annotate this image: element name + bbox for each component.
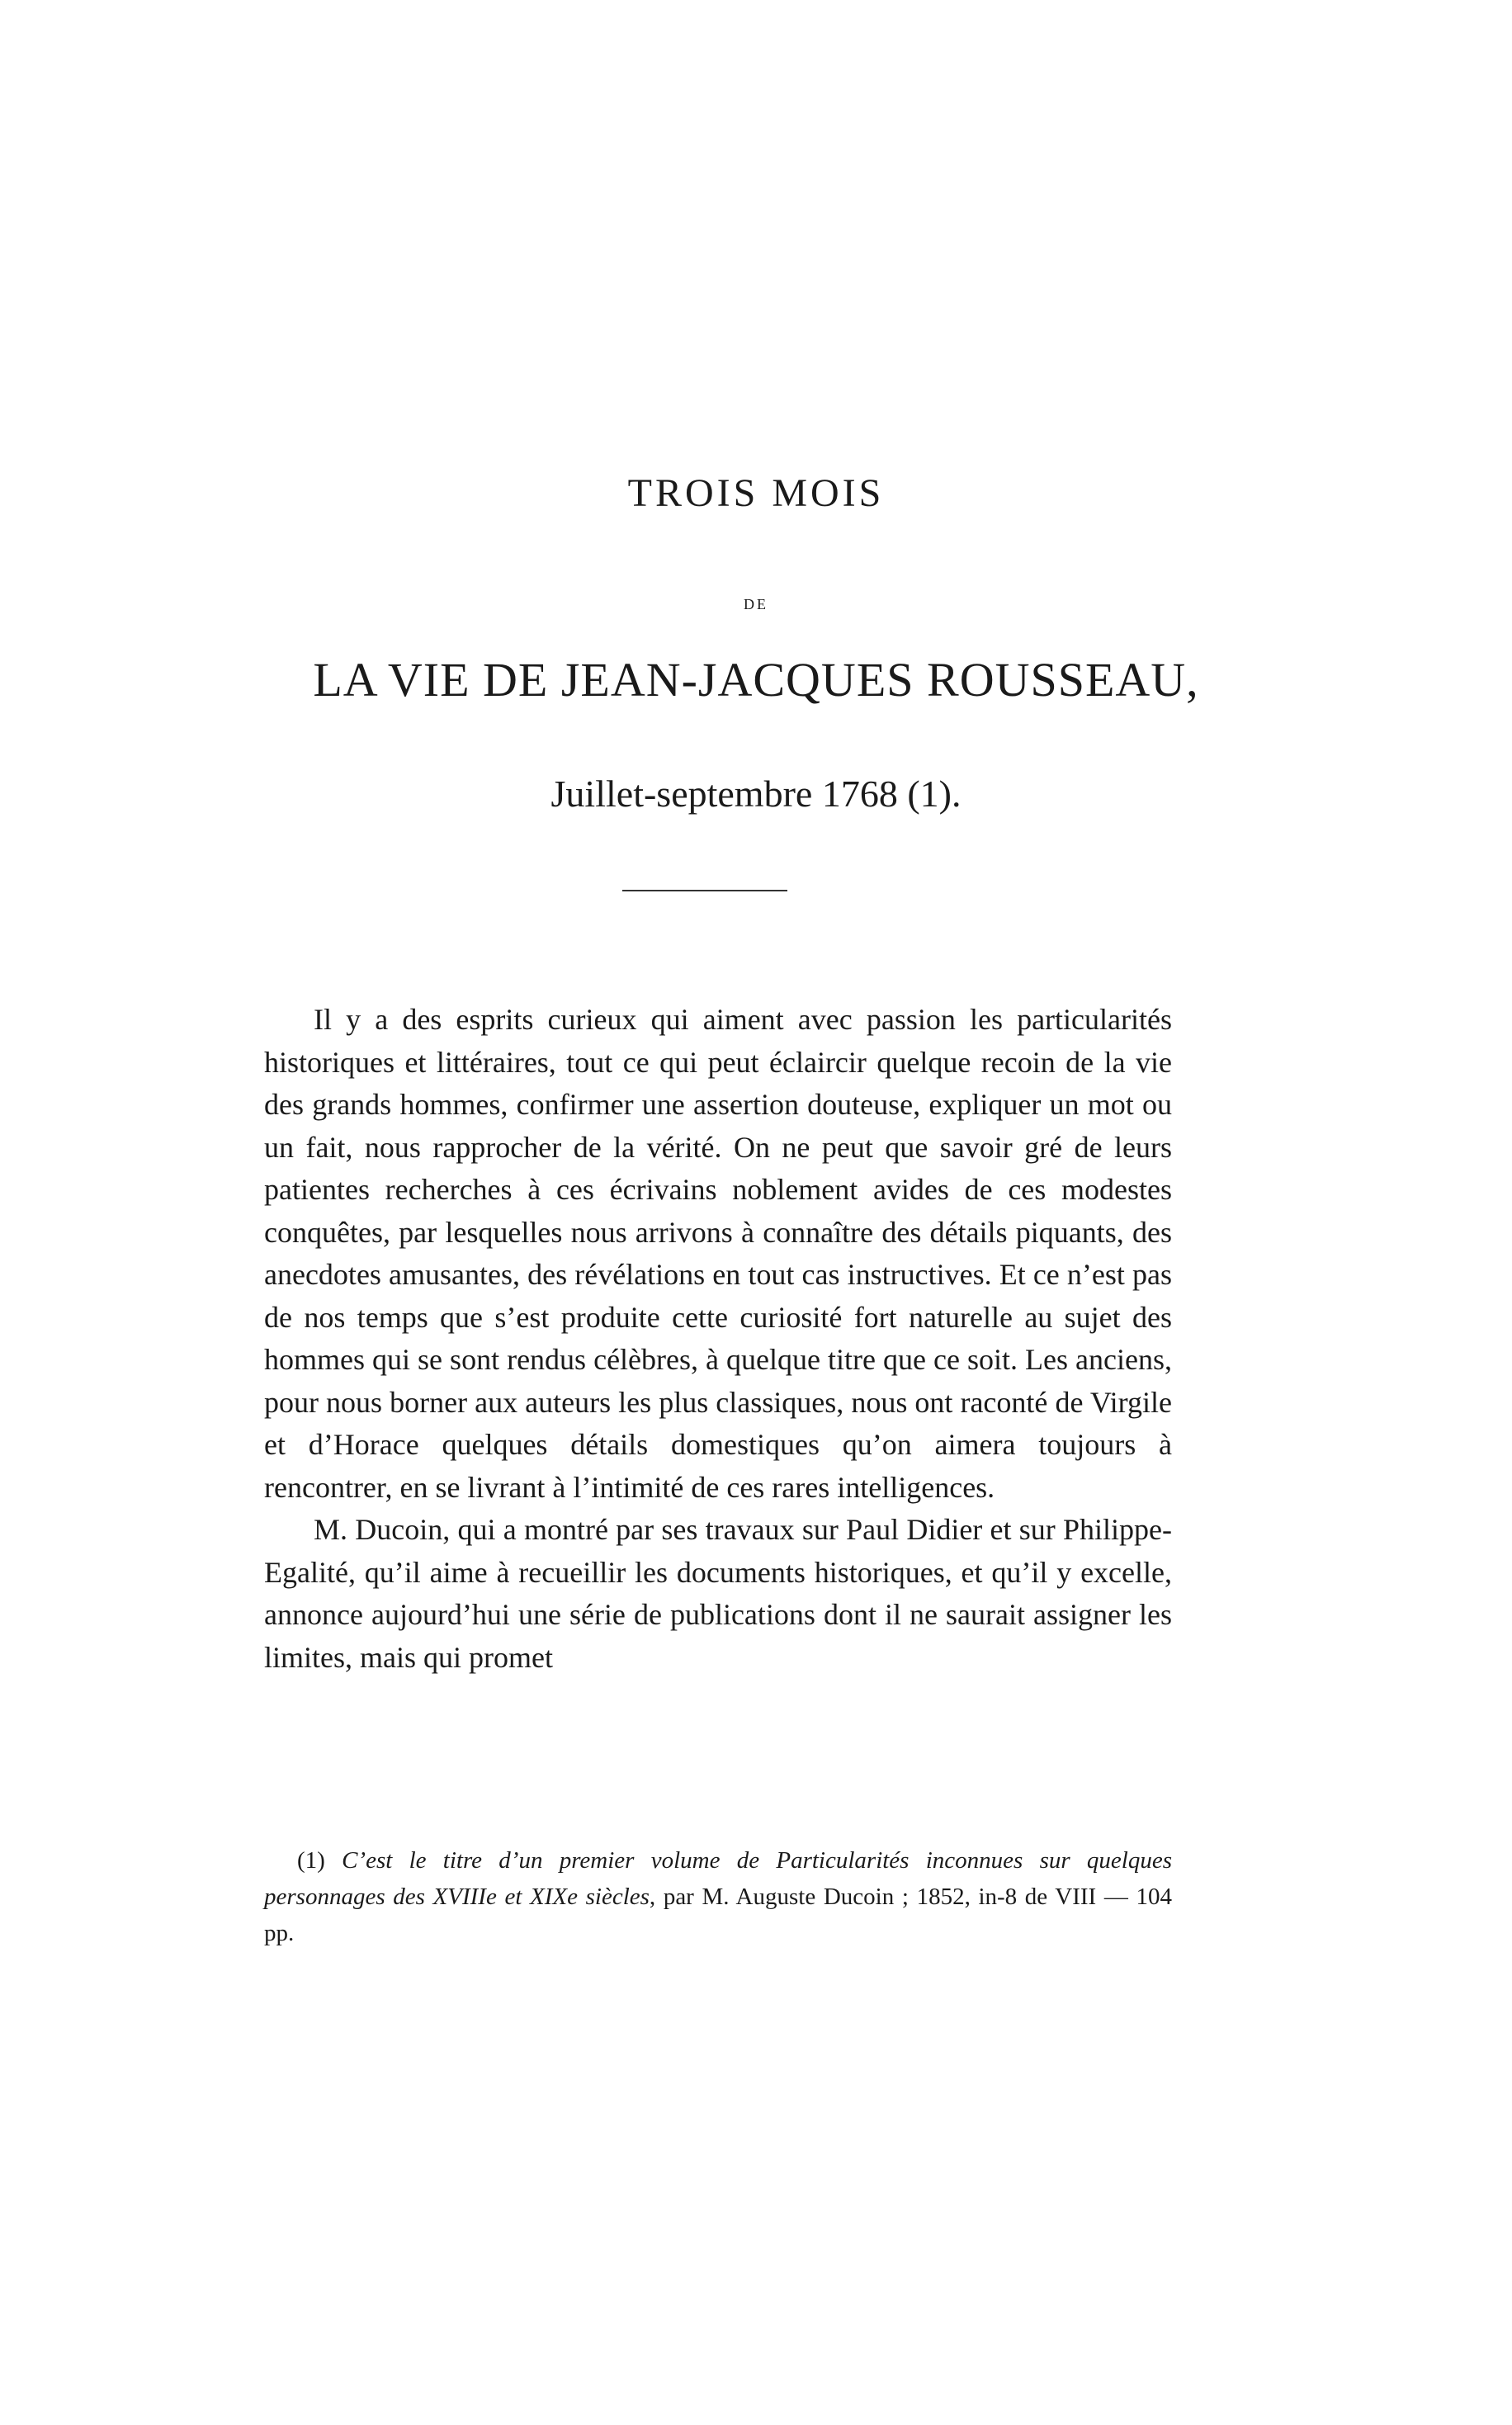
body-paragraph-2: M. Ducoin, qui a montré par ses travaux sur Paul Didier et sur Philippe-Egalité, qu’il aime à recueillir les documents historiques, et qu’il y excelle, annonce aujourd’hui une série de publications dont il ne saurait assigner les limites, mais qui promet (264, 1513, 1172, 1674)
title-de: DE (744, 596, 768, 612)
separator-rule (622, 890, 787, 891)
footnote-paragraph (264, 1842, 1172, 1951)
footnote-text-1: C’est le titre d’un premier volume de (342, 1847, 760, 1874)
subtitle-date: Juillet-septembre 1768 (1). (550, 773, 962, 815)
footnote-marker: (1) (297, 1847, 325, 1874)
title-line-1: TROIS MOIS (627, 471, 885, 515)
title-line-2: LA VIE DE JEAN-JACQUES ROUSSEAU, (313, 653, 1199, 707)
footnote-book-title: Particularités inconnues sur quelques personnages des XVIIIe et XIXe siècles (264, 1847, 1172, 1910)
footnote-text-3: , par M. Auguste Ducoin ; 1852, in-8 de VIII — 104 pp. (264, 1884, 1172, 1946)
body-text (264, 999, 1172, 1679)
footnote (264, 1842, 1172, 1951)
body-paragraph-1: Il y a des esprits curieux qui aiment avec passion les particularités historiques et littéraires, tout ce qui peut éclaircir quelque recoin de la vie des grands hommes, confirmer une assertion douteuse, expliquer un mot ou un fait, nous rapprocher de la vérité. On ne peut que savoir gré de leurs patientes recherches à ces écrivains noblement avides de ces modestes conquêtes, par lesquelles nous arrivons à connaître des détails piquants, des anecdotes amusantes, des révélations en tout cas instructives. Et ce n’est pas de nos temps que s’est produite cette curiosité fort naturelle au sujet des hommes qui se sont rendus célèbres, à quelque titre que ce soit. Les anciens, pour nous borner aux auteurs les plus classiques, nous ont raconté de Virgile et d’Horace quelques détails domestiques qu’on aimera toujours à rencontrer, en se livrant à l’intimité de ces rares intelligences. (264, 1003, 1172, 1504)
